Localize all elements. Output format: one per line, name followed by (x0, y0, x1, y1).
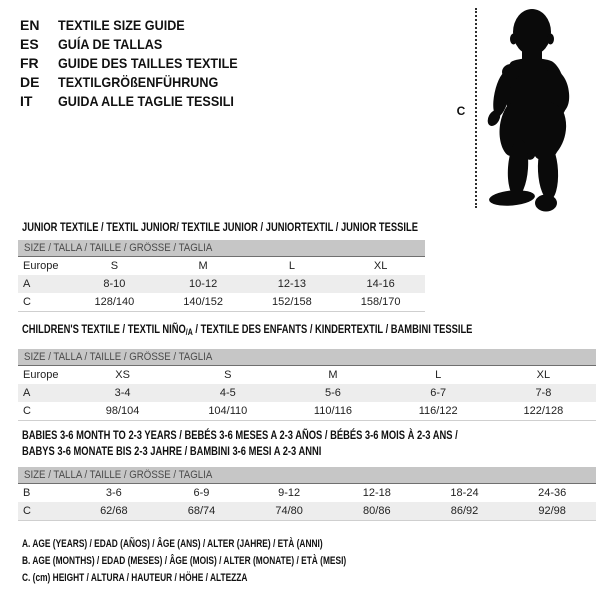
language-code: IT (20, 93, 33, 109)
language-code: DE (20, 74, 40, 90)
table-row-europe: Europe XS S M L XL (18, 366, 596, 384)
language-title: TEXTILE SIZE GUIDE (58, 17, 185, 33)
junior-table-title: JUNIOR TEXTILE / TEXTIL JUNIOR/ TEXTILE JUNIOR / JUNIORTEXTIL / JUNIOR TESSILE (22, 220, 418, 234)
row-label: A (23, 387, 31, 399)
row-label: A (23, 278, 31, 290)
height-measure-dotted-line (475, 8, 477, 208)
row-label: C (23, 296, 31, 308)
language-row (20, 16, 258, 35)
table-row-height: C 128/140 140/152 152/158 158/170 (18, 293, 425, 311)
language-row (20, 73, 258, 92)
size-header-bar: SIZE / TALLA / TAILLE / GRÖSSE / TAGLIA (18, 240, 425, 257)
language-row (20, 35, 258, 54)
language-code: EN (20, 17, 40, 33)
language-title-list (20, 16, 258, 111)
language-code: ES (20, 36, 39, 52)
language-title: GUIDE DES TAILLES TEXTILE (58, 55, 238, 71)
table-row-months: B 3-6 6-9 9-12 12-18 18-24 24-36 (18, 484, 596, 502)
row-label: Europe (23, 369, 59, 381)
row-label: C (23, 405, 31, 417)
babies-table-title: BABIES 3-6 MONTH TO 2-3 YEARS / BEBÉS 3-6 MESES A 2-3 AÑOS / BÉBÉS 3-6 MOIS À 2-3 ANS / BABYS 3-6 MONATE BIS 2-3 JAHRE / BAMBINI 3-6 MESI A 2-3 ANNI (22, 428, 458, 458)
children-table-title: CHILDREN'S TEXTILE / TEXTIL $NIÑO_{/A}$ / TEXTILE DES ENFANTS / KINDERTEXTIL / BAMBINI TESSILE (22, 322, 473, 337)
size-header-bar: SIZE / TALLA / TAILLE / GRÖSSE / TAGLIA (18, 467, 596, 484)
language-title: TEXTILGRÖßENFÜHRUNG (58, 74, 219, 90)
note-height: C. (cm) HEIGHT / ALTURA / HAUTEUR / HÖHE / ALTEZZA (22, 572, 248, 584)
language-row (20, 54, 258, 73)
table-row-age: A 3-4 4-5 5-6 6-7 7-8 (18, 384, 596, 402)
table-row-height: C 62/68 68/74 74/80 80/86 86/92 92/98 (18, 502, 596, 520)
table-row-age: A 8-10 10-12 12-13 14-16 (18, 275, 425, 293)
row-label: B (23, 487, 31, 499)
size-header-bar: SIZE / TALLA / TAILLE / GRÖSSE / TAGLIA (18, 349, 596, 366)
row-label: C (23, 505, 31, 517)
baby-silhouette-icon (478, 2, 598, 214)
babies-size-table (18, 467, 596, 521)
children-size-table (18, 349, 596, 421)
note-age-years: A. AGE (YEARS) / EDAD (AÑOS) / ÂGE (ANS) / ALTER (JAHRE) / ETÀ (ANNI) (22, 538, 323, 550)
table-row-europe: Europe S M L XL (18, 257, 425, 275)
legend-notes (22, 536, 449, 587)
language-title: GUÍA DE TALLAS (58, 36, 163, 52)
height-measure-label: C (456, 104, 466, 118)
language-code: FR (20, 55, 39, 71)
note-age-months: B. AGE (MONTHS) / EDAD (MESES) / ÂGE (MOIS) / ALTER (MONATE) / ETÀ (MESI) (22, 555, 347, 567)
language-row (20, 92, 258, 111)
junior-size-table (18, 240, 425, 312)
row-label: Europe (23, 260, 59, 272)
table-row-height: C 98/104 104/110 110/116 116/122 122/128 (18, 402, 596, 420)
language-title: GUIDA ALLE TAGLIE TESSILI (58, 93, 234, 109)
